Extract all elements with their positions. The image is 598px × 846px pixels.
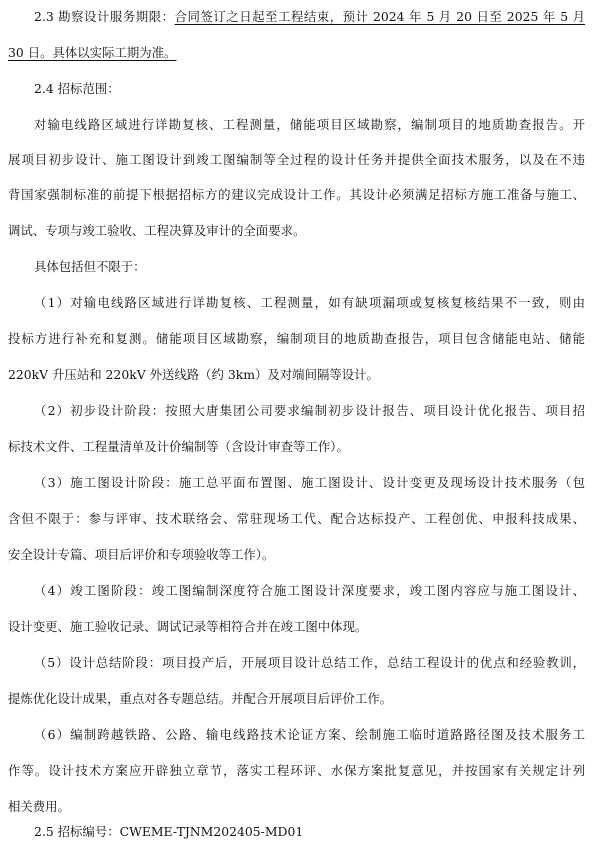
section-2-3-period-text: 合同签订之日起至工程结束，预计 2024 年 5 月 20 日至 2025 年 5 月 [174,9,585,24]
scope-item-4-line-2: 设计变更、施工验收记录、调试记录等相符合并在竣工图中体现。 [8,619,368,634]
scope-item-4-line-1: （4）竣工图阶段：竣工图编制深度符合施工图设计深度要求，竣工图内容应与施工图设计、 [34,583,585,598]
scope-intro-line-4: 调试、专项与竣工验收、工程决算及审计的全面要求。 [8,223,306,238]
section-2-3-line-2 [8,44,176,62]
scope-item-5-line-1: （5）设计总结阶段：项目投产后，开展项目设计总结工作，总结工程设计的优点和经验教训， [34,655,585,670]
section-2-3-period-text-cont: 30 日。具体以实际工期为准。 [8,45,177,60]
section-2-5-label: 2.5 招标编号： [34,824,120,839]
scope-item-3-line-2: 含但不限于：参与评审、技术联络会、常驻现场工代、配合达标投产、工程创优、申报科技成果、 [8,511,585,526]
scope-intro-line-2: 展项目初步设计、施工图设计到竣工图编制等全过程的设计任务并提供全面技术服务，以及在不违 [8,152,585,167]
section-2-5-line [34,823,303,841]
scope-includes-label: 具体包括但不限于： [34,259,146,274]
scope-item-1-line-3: 220kV 升压站和 220kV 外送线路（约 3km）及对端间隔等设计。 [8,367,379,382]
scope-item-3-line-3: 安全设计专篇、项目后评价和专项验收等工作）。 [8,547,275,562]
scope-item-1-line-1: （1）对输电线路区域进行详勘复核、工程测量，如有缺项漏项或复核复核结果不一致，则由 [34,295,585,310]
scope-item-6-line-2: 作等。设计技术方案应开辟独立章节，落实工程环评、水保方案批复意见，并按国家有关规定计列 [8,763,585,778]
scope-item-2-line-1: （2）初步设计阶段：按照大唐集团公司要求编制初步设计报告、项目设计优化报告、项目招 [34,403,585,418]
scope-item-6-line-1: （6）编制跨越铁路、公路、输电线路技术论证方案、绘制施工临时道路路径图及技术服务工 [34,727,585,742]
section-2-3-label: 2.3 勘察设计服务期限： [34,9,175,24]
scope-item-1-line-2: 投标方进行补充和复测。储能项目区域勘察，编制项目的地质勘查报告，项目包含储能电站、储能 [8,331,585,346]
scope-item-6-line-3: 相关费用。 [8,799,70,814]
scope-item-3-line-1: （3）施工图设计阶段：施工总平面布置图、施工图设计、设计变更及现场设计技术服务（包 [34,475,585,490]
scope-intro-line-1: 对输电线路区域进行详勘复核、工程测量，储能项目区域勘察，编制项目的地质勘查报告。开 [34,117,585,132]
scope-item-5-line-2: 提炼优化设计成果，重点对各专题总结。并配合开展项目后评价工作。 [8,691,393,706]
section-2-4-heading: 2.4 招标范围： [34,81,120,96]
scope-intro-line-3: 背国家强制标准的前提下根据招标方的建议完成设计工作。其设计必须满足招标方施工准备与施工、 [8,187,585,202]
scope-item-2-line-2: 标技术文件、工程量清单及计价编制等（含设计审查等工作）。 [8,439,349,454]
section-2-3-line-1 [34,8,585,26]
tender-number: CWEME-TJNM202405-MD01 [119,824,304,839]
